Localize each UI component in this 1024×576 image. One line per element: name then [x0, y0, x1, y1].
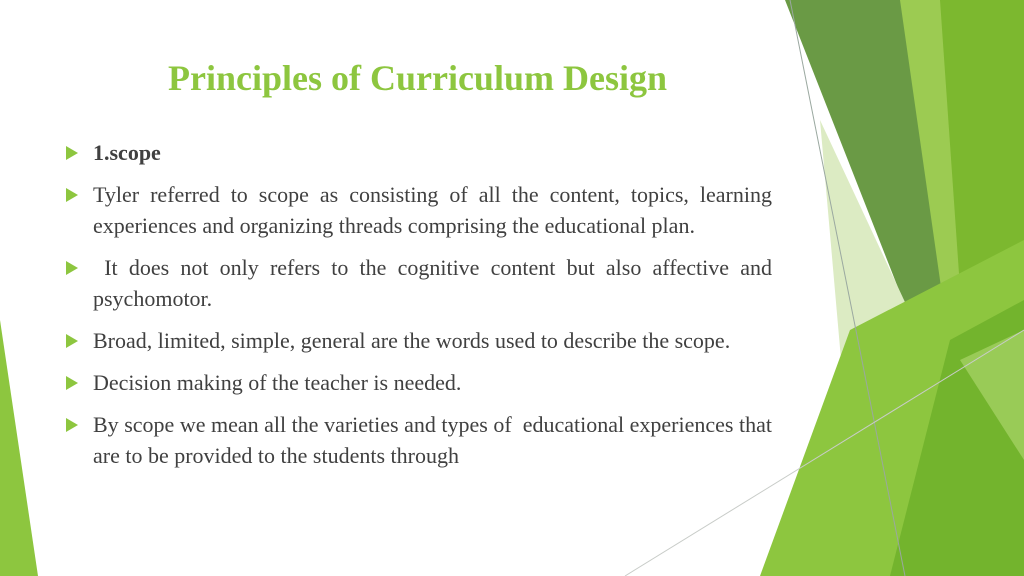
- bullet-text: It does not only refers to the cognitive content but also affective and psychomotor.: [93, 255, 778, 311]
- bullet-arrow-icon: [66, 188, 78, 202]
- bullet-arrow-icon: [66, 418, 78, 432]
- bullet-item: [66, 252, 778, 314]
- left-green-sliver: [0, 320, 38, 576]
- bullet-text: 1.scope: [93, 140, 161, 165]
- slide-title: Principles of Curriculum Design: [168, 58, 667, 98]
- bullet-text: Decision making of the teacher is needed.: [93, 370, 462, 395]
- bullet-text: Tyler referred to scope as consisting of all the content, topics, learning experiences and organizing threads comprising the educational plan.: [93, 182, 772, 238]
- bullet-item: [66, 179, 772, 241]
- bullet-arrow-icon: [66, 376, 78, 390]
- bullet-text: By scope we mean all the varieties and types of educational experiences that are to be provided to the students through: [93, 412, 778, 468]
- bullet-arrow-icon: [66, 146, 78, 160]
- bullet-arrow-icon: [66, 334, 78, 348]
- bullet-list: [66, 137, 778, 482]
- bullet-item: [66, 137, 772, 168]
- bullet-item: [66, 325, 772, 356]
- bullet-item: [66, 367, 772, 398]
- bullet-arrow-icon: [66, 261, 78, 275]
- bullet-text: Broad, limited, simple, general are the words used to describe the scope.: [93, 328, 731, 353]
- bullet-item: [66, 409, 778, 471]
